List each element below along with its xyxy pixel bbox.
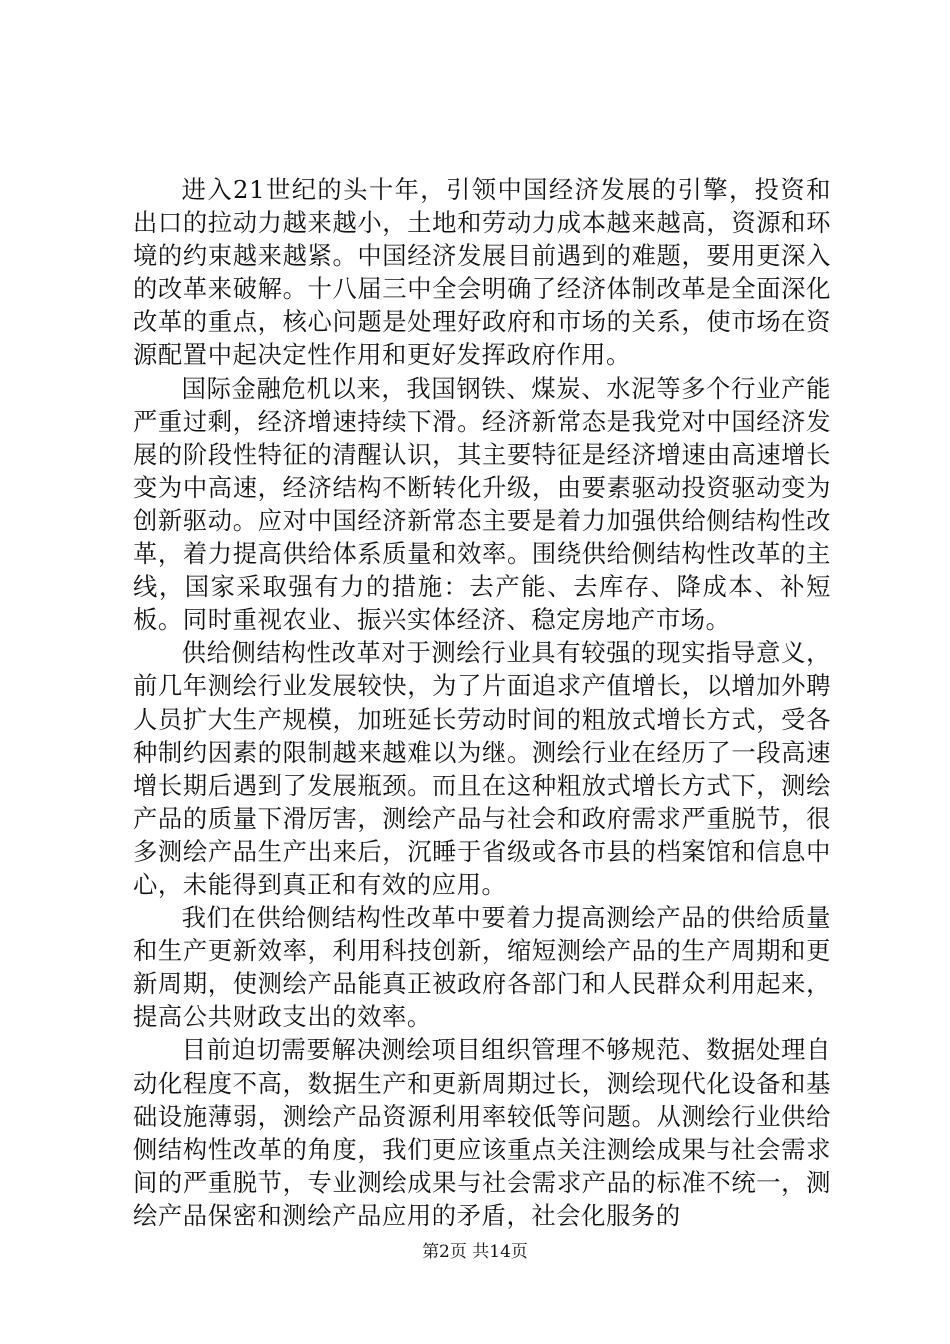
paragraph-3: 供给侧结构性改革对于测绘行业具有较强的现实指导意义，前几年测绘行业发展较快，为了片面追求产值增长，以增加外聘人员扩大生产规模，加班延长劳动时间的粗放式增长方式，受各种制约因素的限制越来越难以为继。测绘行业在经历了一段高速增长期后遇到了发展瓶颈。而且在这种粗放式增长方式下，测绘产品的质量下滑厉害，测绘产品与社会和政府需求严重脱节，很多测绘产品生产出来后，沉睡于省级或各市县的档案馆和信息中心，未能得到真正和有效的应用。 [133, 638, 831, 899]
paragraph-2: 国际金融危机以来，我国钢铁、煤炭、水泥等多个行业产能严重过剩，经济增速持续下滑。经济新常态是我党对中国经济发展的阶段性特征的清醒认识，其主要特征是经济增速由高速增长变为中高速，经济结构不断转化升级，由要素驱动投资驱动变为创新驱动。应对中国经济新常态主要是着力加强供给侧结构性改革，着力提高供给体系质量和效率。围绕供给侧结构性改革的主线，国家采取强有力的措施：去产能、去库存、降成本、补短板。同时重视农业、振兴实体经济、稳定房地产市场。 [133, 373, 831, 635]
document-body [133, 173, 831, 1232]
paragraph-5: 目前迫切需要解决测绘项目组织管理不够规范、数据处理自动化程度不高，数据生产和更新周期过长，测绘现代化设备和基础设施薄弱，测绘产品资源利用率较低等问题。从测绘行业供给侧结构性改革的角度，我们更应该重点关注测绘成果与社会需求间的严重脱节，专业测绘成果与社会需求产品的标准不统一，测绘产品保密和测绘产品应用的矛盾，社会化服务的 [133, 1035, 831, 1230]
page-number-footer: 第2页 共14页 [422, 1242, 528, 1262]
paragraph-1: 进入21世纪的头十年，引领中国经济发展的引擎，投资和出口的拉动力越来越小，土地和劳动力成本越来越高，资源和环境的约束越来越紧。中国经济发展目前遇到的难题，要用更深入的改革来破解。十八届三中全会明确了经济体制改革是全面深化改革的重点，核心问题是处理好政府和市场的关系，使市场在资源配置中起决定性作用和更好发挥政府作用。 [133, 175, 831, 370]
paragraph-4: 我们在供给侧结构性改革中要着力提高测绘产品的供给质量和生产更新效率，利用科技创新，缩短测绘产品的生产周期和更新周期，使测绘产品能真正被政府各部门和人民群众利用起来，提高公共财政支出的效率。 [133, 903, 831, 1032]
